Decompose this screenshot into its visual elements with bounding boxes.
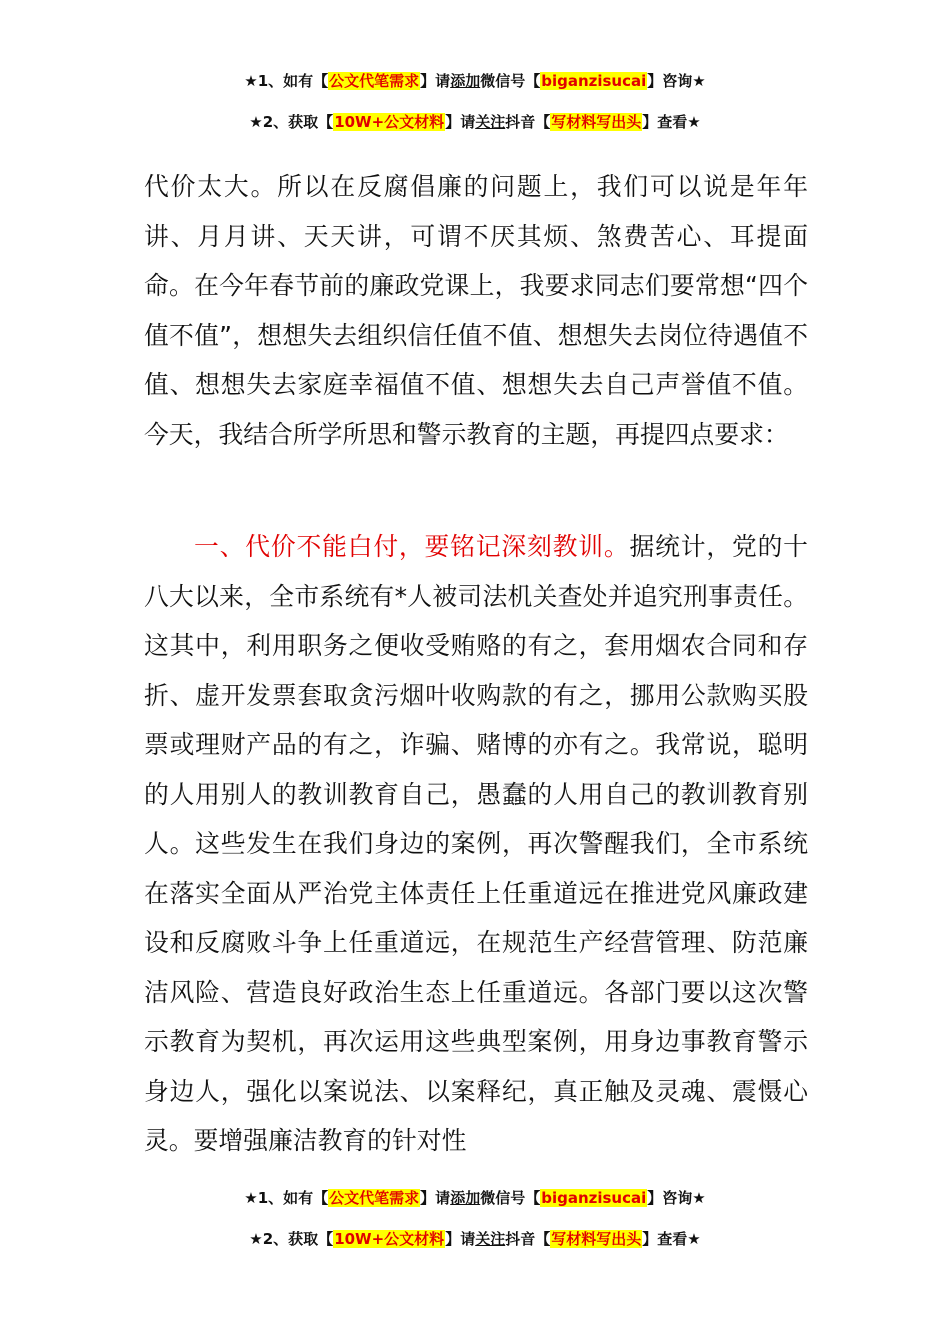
banner-underlined: 关注 [475, 1230, 506, 1248]
banner-highlight-wechat-id: biganzisucai [541, 72, 647, 90]
banner-underlined: 添加 [450, 1189, 481, 1207]
banner-highlight-wechat-id: biganzisucai [541, 1189, 647, 1207]
banner-text: 】查看★ [642, 1230, 701, 1248]
banner-text: 】请 [420, 72, 451, 90]
bottom-banner-line-2 [0, 1229, 950, 1249]
banner-text: 】请 [420, 1189, 451, 1207]
banner-highlight: 公文代笔需求 [329, 72, 420, 90]
banner-highlight-douyin: 写材料写出头 [551, 1230, 642, 1248]
top-banner-line-1 [0, 71, 950, 91]
body-paragraph-1: 代价太大。所以在反腐倡廉的问题上，我们可以说是年年讲、月月讲、天天讲，可谓不厌其烦、煞费苦心、耳提面命。在今年春节前的廉政党课上，我要求同志们要常想“四个值不值”，想想失去组织信任值不值、想想失去岗位待遇值不值、想想失去家庭幸福值不值、想想失去自己声誉值不值。今天，我结合所学所思和警示教育的主题，再提四点要求： [144, 172, 808, 449]
banner-text: ★2、获取【 [249, 113, 334, 131]
banner-text: 抖音【 [505, 1230, 551, 1248]
banner-underlined: 添加 [450, 72, 481, 90]
banner-text: 】请 [445, 1230, 476, 1248]
banner-text: 】咨询★ [647, 72, 706, 90]
banner-text: 】查看★ [642, 113, 701, 131]
banner-highlight: 10W+公文材料 [334, 1230, 445, 1248]
banner-highlight-douyin: 写材料写出头 [551, 113, 642, 131]
banner-text: 】咨询★ [647, 1189, 706, 1207]
banner-text: ★1、如有【 [244, 72, 329, 90]
section-text: 据统计，党的十八大以来，全市系统有*人被司法机关查处并追究刑事责任。这其中，利用职务之便收受贿赂的有之，套用烟农合同和存折、虚开发票套取贪污烟叶收购款的有之，挪用公款购买股票或理财产品的有之，诈骗、赌博的亦有之。我常说，聪明的人用别人的教训教育自己，愚蠢的人用自己的教训教育别人。这些发生在我们身边的案例，再次警醒我们，全市系统在落实全面从严治党主体责任上任重道远在推进党风廉政建设和反腐败斗争上任重道远，在规范生产经营管理、防范廉洁风险、营造良好政治生态上任重道远。各部门要以这次警示教育为契机，再次运用这些典型案例，用身边事教育警示身边人，强化以案说法、以案释纪，真正触及灵魂、震慑心灵。要增强廉洁教育的针对性 [144, 532, 808, 1155]
body-paragraph-section-1 [144, 522, 808, 1166]
banner-text: 】请 [445, 113, 476, 131]
banner-text: 微信号【 [480, 72, 541, 90]
banner-highlight: 10W+公文材料 [334, 113, 445, 131]
section-heading: 一、代价不能白付，要铭记深刻教训。 [194, 532, 630, 561]
banner-highlight: 公文代笔需求 [329, 1189, 420, 1207]
banner-text: 抖音【 [505, 113, 551, 131]
top-banner-line-2 [0, 112, 950, 132]
banner-text: 微信号【 [480, 1189, 541, 1207]
banner-text: ★1、如有【 [244, 1189, 329, 1207]
banner-underlined: 关注 [475, 113, 506, 131]
banner-text: ★2、获取【 [249, 1230, 334, 1248]
bottom-banner-line-1 [0, 1188, 950, 1208]
